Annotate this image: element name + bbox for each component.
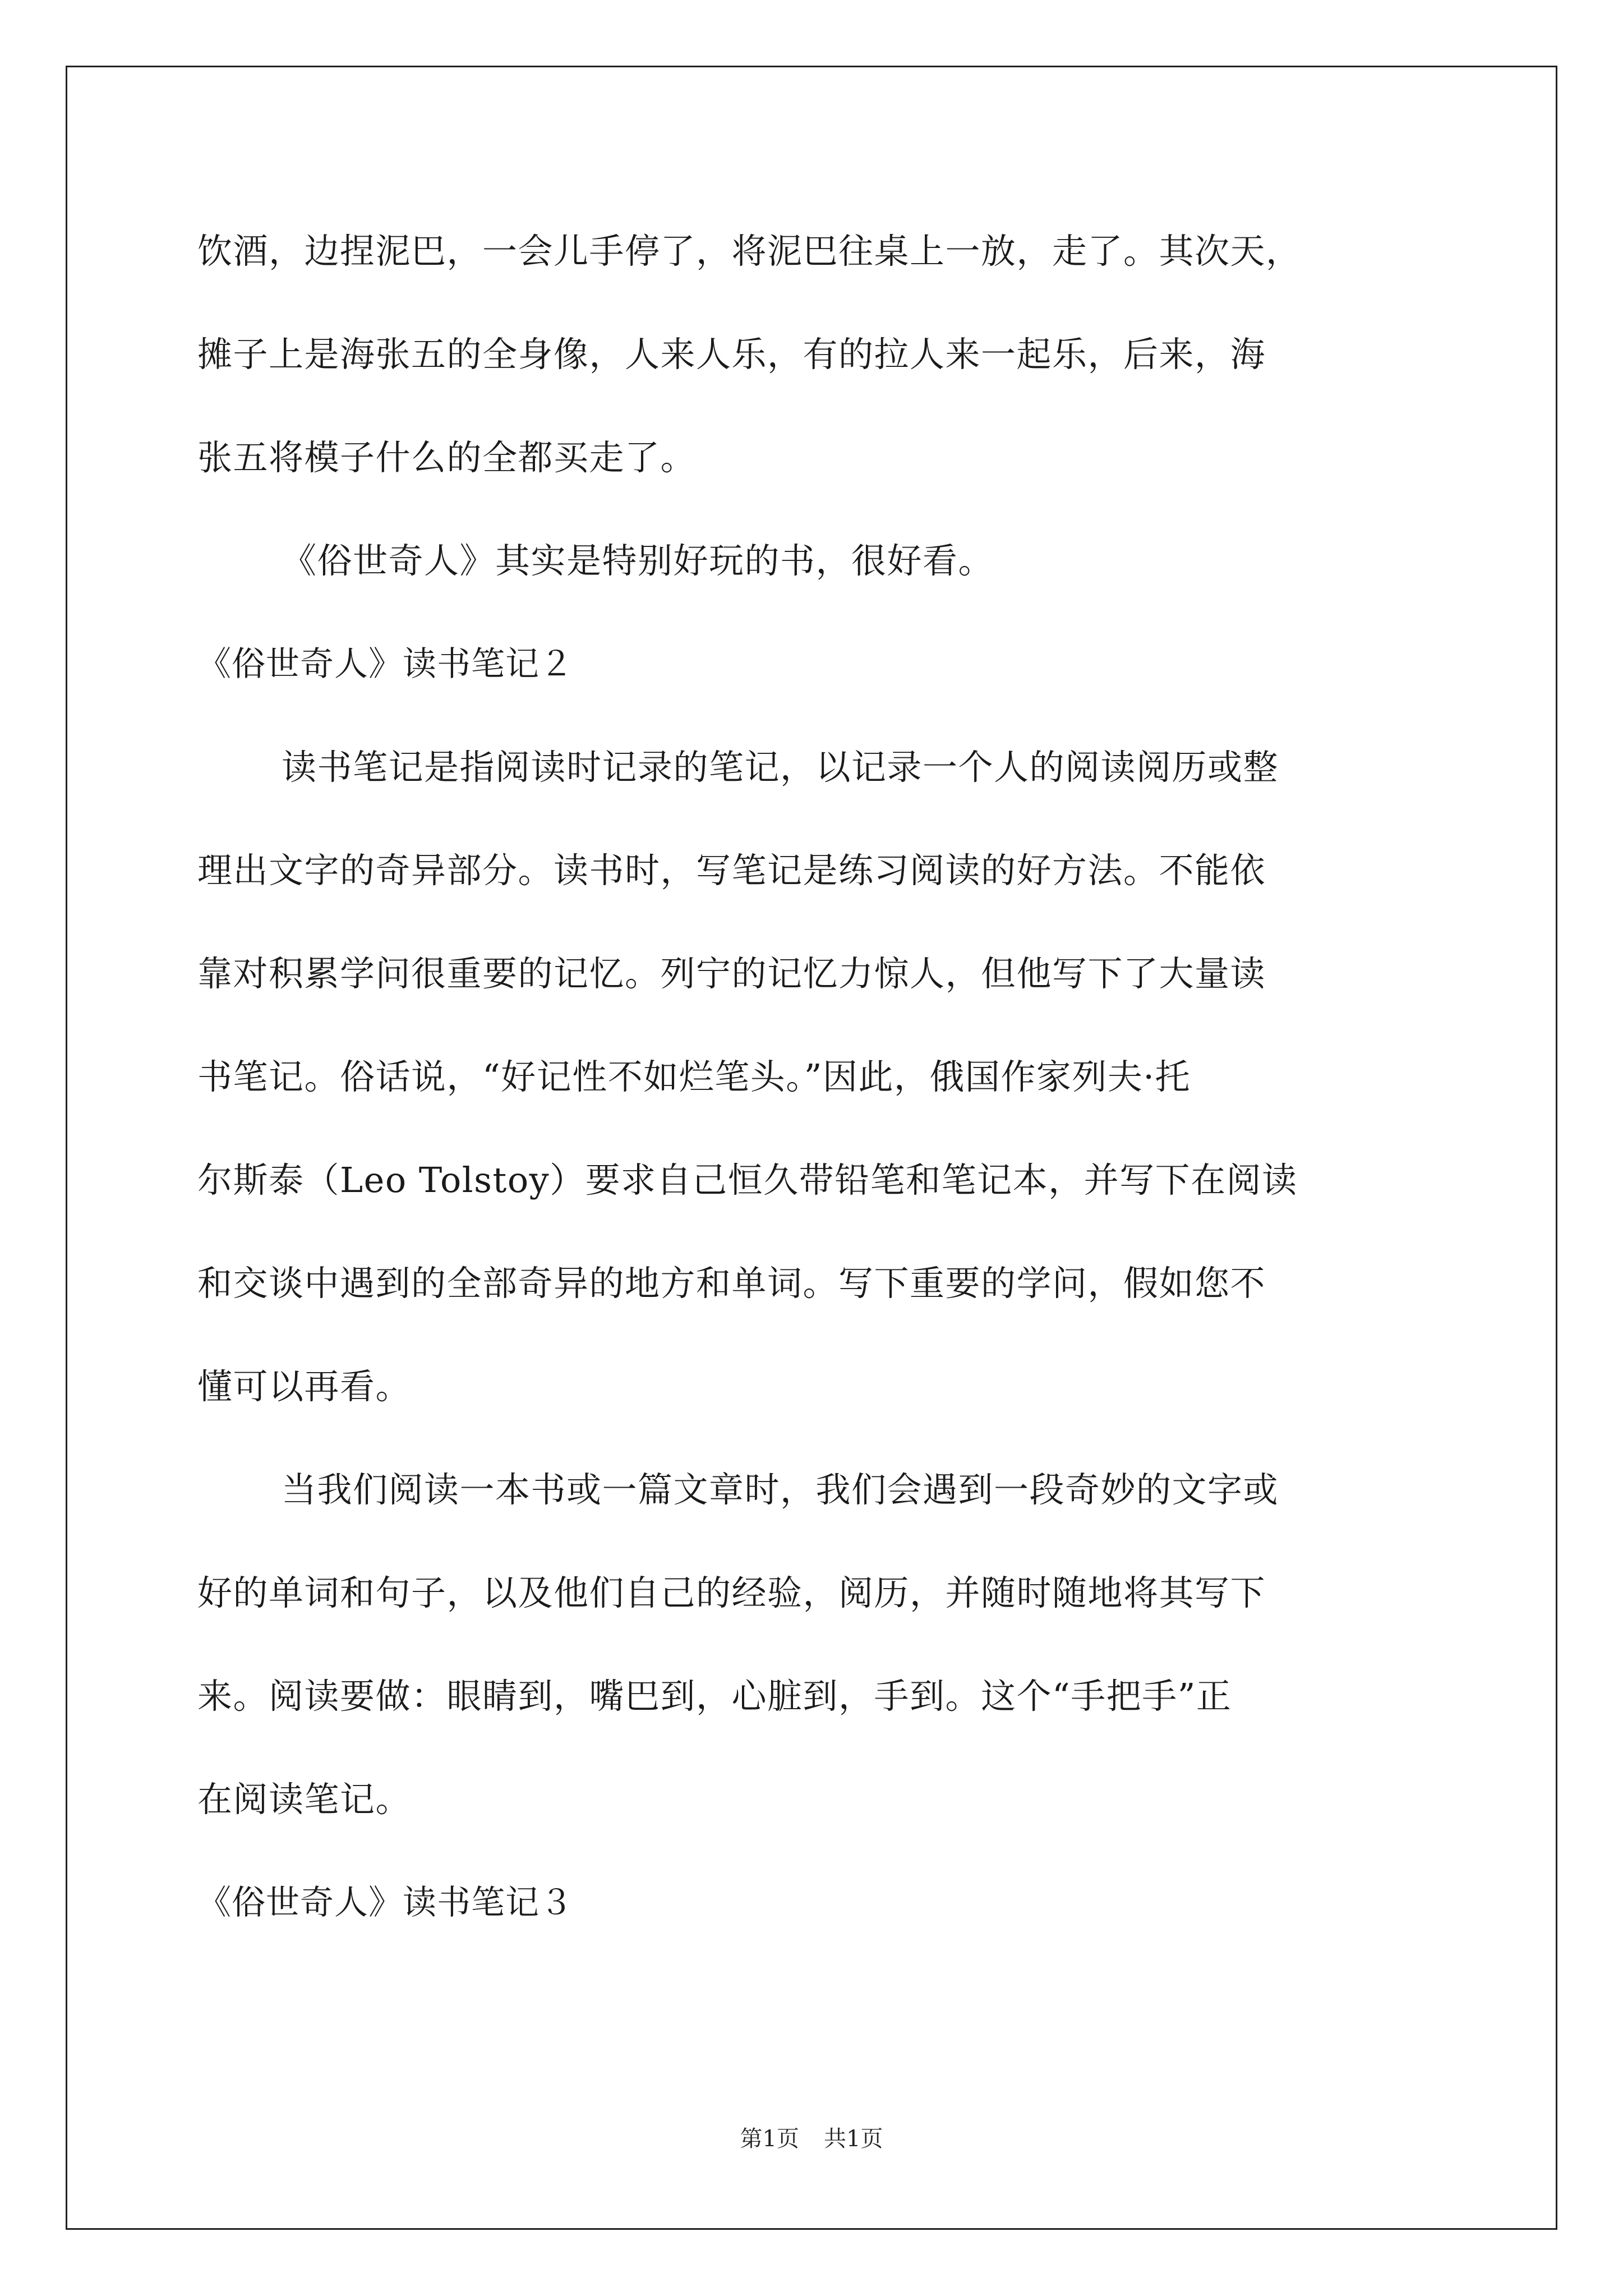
paragraph-line: 理出文字的奇异部分。读书时，写笔记是练习阅读的好方法。不能依 <box>197 850 1266 891</box>
paragraph-line: 书笔记。俗话说，“好记性不如烂笔头。”因此，俄国作家列夫·托 <box>197 1056 1191 1097</box>
paragraph-line: 当我们阅读一本书或一篇文章时，我们会遇到一段奇妙的文字或 <box>282 1469 1279 1510</box>
paragraph-line: 《俗世奇人》其实是特别好玩的书，很好看。 <box>282 540 994 581</box>
paragraph-line: 在阅读笔记。 <box>197 1779 412 1820</box>
page-number-total: 共1页 <box>824 2126 883 2152</box>
paragraph-line: 和交谈中遇到的全部奇异的地方和单词。写下重要的学问，假如您不 <box>197 1263 1266 1304</box>
paragraph-line: 饮酒，边捏泥巴，一会儿手停了，将泥巴往桌上一放，走了。其次天， <box>197 231 1302 272</box>
paragraph-line: 尔斯泰（Leo Tolstoy）要求自己恒久带铅笔和笔记本，并写下在阅读 <box>197 1159 1298 1200</box>
paragraph-line: 好的单词和句子，以及他们自己的经验，阅历，并随时随地将其写下 <box>197 1572 1266 1613</box>
paragraph-line: 张五将模子什么的全都买走了。 <box>197 437 697 478</box>
page-number-current: 第1页 <box>740 2126 799 2152</box>
page-footer <box>0 2125 1623 2153</box>
paragraph-line: 来。阅读要做：眼睛到，嘴巴到，心脏到，手到。这个“手把手”正 <box>197 1676 1232 1717</box>
paragraph-line: 靠对积累学问很重要的记忆。列宁的记忆力惊人，但他写下了大量读 <box>197 953 1266 994</box>
paragraph-line: 摊子上是海张五的全身像，人来人乐，有的拉人来一起乐，后来，海 <box>197 334 1266 375</box>
section-heading: 《俗世奇人》读书笔记３ <box>197 1883 574 1922</box>
paragraph-line: 读书笔记是指阅读时记录的笔记，以记录一个人的阅读阅历或整 <box>282 747 1279 788</box>
section-heading: 《俗世奇人》读书笔记２ <box>197 645 574 684</box>
paragraph-line: 懂可以再看。 <box>197 1366 412 1407</box>
